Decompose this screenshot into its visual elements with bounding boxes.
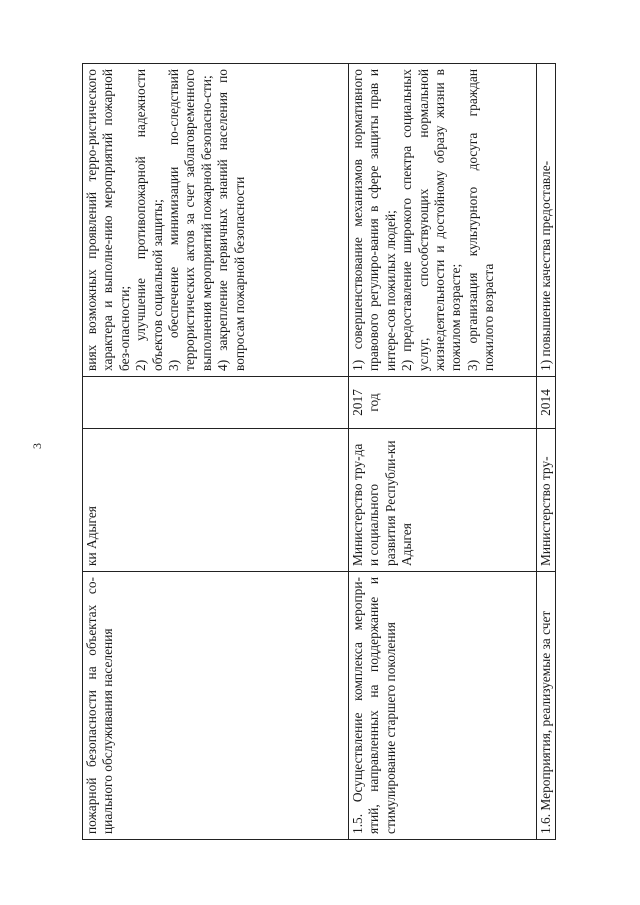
result-item: 3) организация культурного досуга граждан пожилого возраста [464,65,497,371]
table-row [349,64,537,840]
rotated-page-content [82,64,554,840]
result-item: 4) закрепление первичных знаний населения по вопросам пожарной безопасности [215,65,247,371]
results-cell [349,64,537,377]
measure-name-cell: пожарной безопасности на объектах со-циального обслуживания населения [83,572,349,840]
result-item: 3) обеспечение минимизации по-следствий террористических актов за счет заблаговременного выполнения мероприятий пожарной безопасно-сти; [166,65,214,371]
executor-cell: Министерство тру- [537,429,556,572]
results-cell [537,64,556,377]
year-cell: 2014 [537,377,556,429]
measure-name-cell: 1.6. Мероприятия, реализуемые за счет [537,572,556,840]
page-number: 3 [30,443,44,449]
result-item: виях возможных проявлений терро-ристического характера и выполне-нию мероприятий пожарной без-опасности; [84,65,132,371]
year-cell [83,377,349,429]
result-item: 2) предоставление широкого спектра социальных услуг, способствующих нормальной жизнедеятельности и достойному образу жизни в пожилом возрасте; [399,65,464,371]
result-item: 2) улучшение противопожарной надежности объектов социальной защиты; [133,65,165,371]
measure-name-cell: 1.5. Осуществление комплекса меропри-ятий, направленных на поддержание и стимулирование старшего поколения [349,572,537,840]
table-row [83,64,349,840]
results-cell [83,64,349,377]
result-item: 1) совершенствование механизмов нормативного правового регулиро-вания в сфере защиты прав и интере-сов пожилых людей; [350,65,398,371]
table-row [537,64,556,840]
executor-cell: Министерство тру-да и социального развития Республи-ки Адыгея [349,429,537,572]
executor-cell: ки Адыгея [83,429,349,572]
year-cell: 2017 год [349,377,537,429]
result-item: 1) повышение качества предоставле- [538,160,553,371]
measures-table [82,63,556,840]
